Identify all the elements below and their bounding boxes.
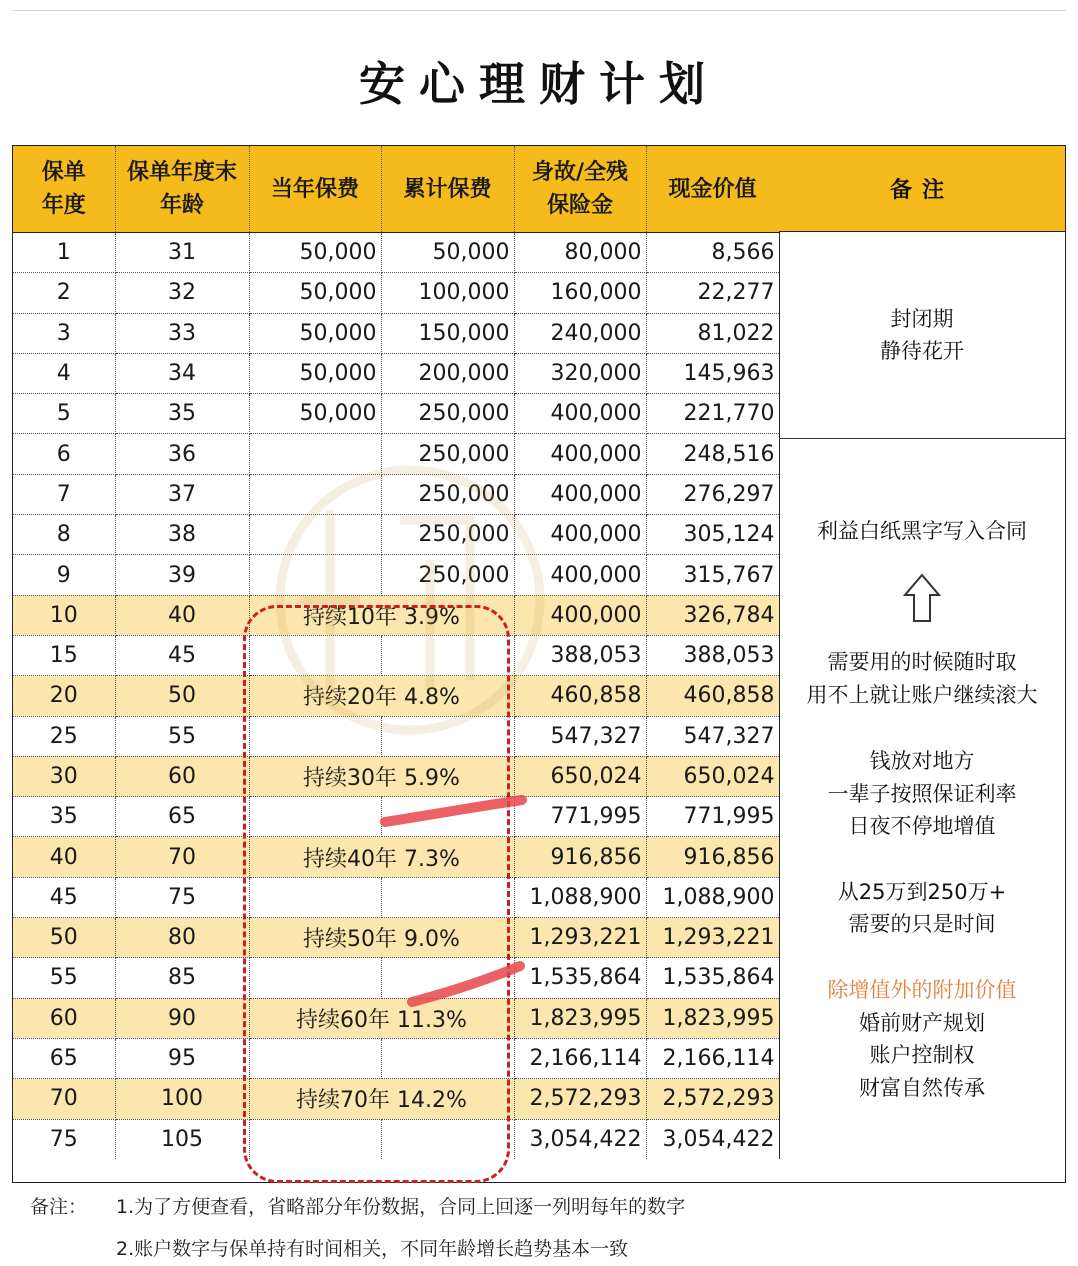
cell-growth-rate: 持续50年 9.0% xyxy=(249,918,514,958)
cell-death-benefit: 400,000 xyxy=(514,474,646,514)
top-divider xyxy=(12,10,1066,11)
table-row xyxy=(13,555,779,595)
cell-cumulative-premium: 250,000 xyxy=(381,394,514,434)
footer-note-1 xyxy=(30,1192,685,1219)
cell-policy-year: 4 xyxy=(13,353,115,393)
table-row xyxy=(13,515,779,555)
cell-death-benefit: 1,088,900 xyxy=(514,877,646,917)
cell-death-benefit: 80,000 xyxy=(514,233,646,273)
table-header-row xyxy=(13,146,779,233)
cell-policy-year: 40 xyxy=(13,837,115,877)
cell-age: 45 xyxy=(115,635,249,675)
cell-cumulative-premium xyxy=(381,958,514,998)
notes-line: 钱放对地方 xyxy=(869,749,975,773)
cell-death-benefit: 771,995 xyxy=(514,797,646,837)
notes-line: 需要的只是时间 xyxy=(848,912,996,936)
footer-note-2: 2.账户数字与保单持有时间相关，不同年龄增长趋势基本一致 xyxy=(116,1238,629,1260)
cell-cash-value: 276,297 xyxy=(646,474,779,514)
cell-policy-year: 70 xyxy=(13,1079,115,1119)
header-annual-premium: 当年保费 xyxy=(249,146,381,233)
cell-cash-value: 326,784 xyxy=(646,595,779,635)
cell-age: 90 xyxy=(115,998,249,1038)
cell-cash-value: 388,053 xyxy=(646,635,779,675)
notes-line: 需要用的时候随时取 xyxy=(827,650,1017,674)
cell-growth-rate: 持续30年 5.9% xyxy=(249,756,514,796)
cell-policy-year: 65 xyxy=(13,1038,115,1078)
cell-death-benefit: 460,858 xyxy=(514,676,646,716)
cell-growth-rate: 持续10年 3.9% xyxy=(249,595,514,635)
cell-cumulative-premium: 200,000 xyxy=(381,353,514,393)
benefit-table-sheet xyxy=(12,145,1066,1183)
cell-age: 34 xyxy=(115,353,249,393)
notes-line: 从25万到250万+ xyxy=(837,880,1007,904)
cell-annual-premium xyxy=(249,515,381,555)
cell-cumulative-premium xyxy=(381,1119,514,1159)
cell-cumulative-premium xyxy=(381,877,514,917)
cell-policy-year: 20 xyxy=(13,676,115,716)
cell-annual-premium: 50,000 xyxy=(249,353,381,393)
cell-policy-year: 8 xyxy=(13,515,115,555)
cell-death-benefit: 388,053 xyxy=(514,635,646,675)
cell-cumulative-premium: 250,000 xyxy=(381,434,514,474)
table-row xyxy=(13,353,779,393)
cell-cash-value: 221,770 xyxy=(646,394,779,434)
cell-age: 105 xyxy=(115,1119,249,1159)
cell-policy-year: 5 xyxy=(13,394,115,434)
cell-death-benefit: 547,327 xyxy=(514,716,646,756)
cell-age: 31 xyxy=(115,233,249,273)
cell-cash-value: 305,124 xyxy=(646,515,779,555)
cell-cumulative-premium: 250,000 xyxy=(381,555,514,595)
cell-age: 33 xyxy=(115,313,249,353)
cell-cumulative-premium xyxy=(381,1038,514,1078)
cell-growth-rate: 持续60年 11.3% xyxy=(249,998,514,1038)
cell-death-benefit: 400,000 xyxy=(514,394,646,434)
notes-line: 一辈子按照保证利率 xyxy=(827,782,1017,806)
cell-age: 50 xyxy=(115,676,249,716)
cell-annual-premium xyxy=(249,635,381,675)
cell-policy-year: 15 xyxy=(13,635,115,675)
cell-death-benefit: 1,293,221 xyxy=(514,918,646,958)
table-row xyxy=(13,837,779,877)
notes-line: 用不上就让账户继续滚大 xyxy=(806,683,1038,707)
table-row xyxy=(13,676,779,716)
table-row xyxy=(13,313,779,353)
cell-annual-premium xyxy=(249,1119,381,1159)
notes-lockin-line: 封闭期 xyxy=(890,307,954,331)
cell-death-benefit: 916,856 xyxy=(514,837,646,877)
cell-death-benefit: 320,000 xyxy=(514,353,646,393)
cell-age: 65 xyxy=(115,797,249,837)
cell-age: 100 xyxy=(115,1079,249,1119)
table-row xyxy=(13,635,779,675)
cell-cash-value: 8,566 xyxy=(646,233,779,273)
cell-death-benefit: 2,572,293 xyxy=(514,1079,646,1119)
cell-cumulative-premium xyxy=(381,635,514,675)
footer-note-text: 1.为了方便查看，省略部分年份数据，合同上回逐一列明每年的数字 xyxy=(116,1196,686,1218)
header-policy-year: 保单 年度 xyxy=(13,146,115,233)
cell-annual-premium xyxy=(249,958,381,998)
cell-death-benefit: 650,024 xyxy=(514,756,646,796)
cell-policy-year: 1 xyxy=(13,233,115,273)
cell-death-benefit: 400,000 xyxy=(514,515,646,555)
cell-policy-year: 7 xyxy=(13,474,115,514)
cell-cumulative-premium: 250,000 xyxy=(381,515,514,555)
table-row xyxy=(13,756,779,796)
cell-age: 37 xyxy=(115,474,249,514)
cell-cash-value: 916,856 xyxy=(646,837,779,877)
cell-growth-rate: 持续70年 14.2% xyxy=(249,1079,514,1119)
cell-age: 38 xyxy=(115,515,249,555)
header-notes: 备注 xyxy=(779,146,1065,232)
cell-death-benefit: 240,000 xyxy=(514,313,646,353)
cell-death-benefit: 3,054,422 xyxy=(514,1119,646,1159)
cell-cash-value: 547,327 xyxy=(646,716,779,756)
cell-death-benefit: 400,000 xyxy=(514,555,646,595)
cell-cumulative-premium xyxy=(381,797,514,837)
cell-cumulative-premium: 150,000 xyxy=(381,313,514,353)
cell-annual-premium xyxy=(249,797,381,837)
table-row xyxy=(13,233,779,273)
cell-death-benefit: 1,535,864 xyxy=(514,958,646,998)
cell-cash-value: 460,858 xyxy=(646,676,779,716)
cell-cumulative-premium: 250,000 xyxy=(381,474,514,514)
table-row xyxy=(13,1079,779,1119)
cell-age: 75 xyxy=(115,877,249,917)
page-title: 安心理财计划 xyxy=(359,57,719,111)
cell-policy-year: 3 xyxy=(13,313,115,353)
cell-policy-year: 25 xyxy=(13,716,115,756)
cell-death-benefit: 2,166,114 xyxy=(514,1038,646,1078)
cell-death-benefit: 400,000 xyxy=(514,595,646,635)
cell-policy-year: 55 xyxy=(13,958,115,998)
notes-lockin-line: 静待花开 xyxy=(880,339,964,363)
table-row xyxy=(13,394,779,434)
table-row xyxy=(13,998,779,1038)
table-row xyxy=(13,877,779,917)
cell-cumulative-premium: 50,000 xyxy=(381,233,514,273)
cell-death-benefit: 160,000 xyxy=(514,273,646,313)
cell-age: 70 xyxy=(115,837,249,877)
cell-growth-rate: 持续40年 7.3% xyxy=(249,837,514,877)
benefit-table xyxy=(13,146,780,1159)
cell-age: 40 xyxy=(115,595,249,635)
cell-age: 36 xyxy=(115,434,249,474)
notes-accent-line: 除增值外的附加价值 xyxy=(827,978,1017,1002)
cell-death-benefit: 1,823,995 xyxy=(514,998,646,1038)
table-row xyxy=(13,797,779,837)
cell-cash-value: 2,572,293 xyxy=(646,1079,779,1119)
table-row xyxy=(13,434,779,474)
cell-cash-value: 650,024 xyxy=(646,756,779,796)
cell-policy-year: 75 xyxy=(13,1119,115,1159)
cell-cumulative-premium xyxy=(381,716,514,756)
cell-policy-year: 35 xyxy=(13,797,115,837)
cell-annual-premium xyxy=(249,474,381,514)
cell-age: 95 xyxy=(115,1038,249,1078)
table-row xyxy=(13,958,779,998)
cell-cash-value: 315,767 xyxy=(646,555,779,595)
cell-age: 35 xyxy=(115,394,249,434)
header-age: 保单年度末 年龄 xyxy=(115,146,249,233)
notes-line: 账户控制权 xyxy=(869,1043,975,1067)
cell-cash-value: 3,054,422 xyxy=(646,1119,779,1159)
header-cumulative-premium: 累计保费 xyxy=(381,146,514,233)
cell-annual-premium xyxy=(249,434,381,474)
table-row xyxy=(13,273,779,313)
cell-policy-year: 50 xyxy=(13,918,115,958)
cell-annual-premium xyxy=(249,877,381,917)
notes-line: 婚前财产规划 xyxy=(859,1011,985,1035)
cell-cash-value: 81,022 xyxy=(646,313,779,353)
cell-annual-premium: 50,000 xyxy=(249,273,381,313)
cell-cash-value: 2,166,114 xyxy=(646,1038,779,1078)
cell-cumulative-premium: 100,000 xyxy=(381,273,514,313)
header-cash-value: 现金价值 xyxy=(646,146,779,233)
notes-lockin-period xyxy=(779,232,1065,439)
cell-annual-premium: 50,000 xyxy=(249,313,381,353)
cell-cash-value: 248,516 xyxy=(646,434,779,474)
cell-age: 85 xyxy=(115,958,249,998)
cell-policy-year: 6 xyxy=(13,434,115,474)
table-row xyxy=(13,1119,779,1159)
cell-age: 39 xyxy=(115,555,249,595)
table-row xyxy=(13,918,779,958)
cell-annual-premium: 50,000 xyxy=(249,233,381,273)
table-row xyxy=(13,474,779,514)
table-row xyxy=(13,716,779,756)
notes-line: 财富自然传承 xyxy=(859,1076,985,1100)
cell-age: 55 xyxy=(115,716,249,756)
cell-policy-year: 2 xyxy=(13,273,115,313)
cell-growth-rate: 持续20年 4.8% xyxy=(249,676,514,716)
cell-cash-value: 1,823,995 xyxy=(646,998,779,1038)
cell-age: 80 xyxy=(115,918,249,958)
cell-cash-value: 145,963 xyxy=(646,353,779,393)
cell-age: 60 xyxy=(115,756,249,796)
cell-cash-value: 1,293,221 xyxy=(646,918,779,958)
table-row xyxy=(13,595,779,635)
notes-line: 日夜不停地增值 xyxy=(848,814,996,838)
cell-cash-value: 1,535,864 xyxy=(646,958,779,998)
cell-death-benefit: 400,000 xyxy=(514,434,646,474)
cell-cash-value: 771,995 xyxy=(646,797,779,837)
up-arrow-icon xyxy=(903,573,941,623)
cell-policy-year: 45 xyxy=(13,877,115,917)
footer-label: 备注： xyxy=(30,1196,88,1218)
cell-annual-premium xyxy=(249,1038,381,1078)
cell-annual-premium: 50,000 xyxy=(249,394,381,434)
cell-cash-value: 1,088,900 xyxy=(646,877,779,917)
notes-line: 利益白纸黑字写入合同 xyxy=(817,519,1027,543)
cell-cash-value: 22,277 xyxy=(646,273,779,313)
notes-benefits xyxy=(779,439,1065,1181)
cell-annual-premium xyxy=(249,716,381,756)
header-death-benefit: 身故/全残 保险金 xyxy=(514,146,646,233)
table-row xyxy=(13,1038,779,1078)
cell-annual-premium xyxy=(249,555,381,595)
cell-policy-year: 9 xyxy=(13,555,115,595)
cell-policy-year: 10 xyxy=(13,595,115,635)
cell-policy-year: 30 xyxy=(13,756,115,796)
cell-policy-year: 60 xyxy=(13,998,115,1038)
cell-age: 32 xyxy=(115,273,249,313)
